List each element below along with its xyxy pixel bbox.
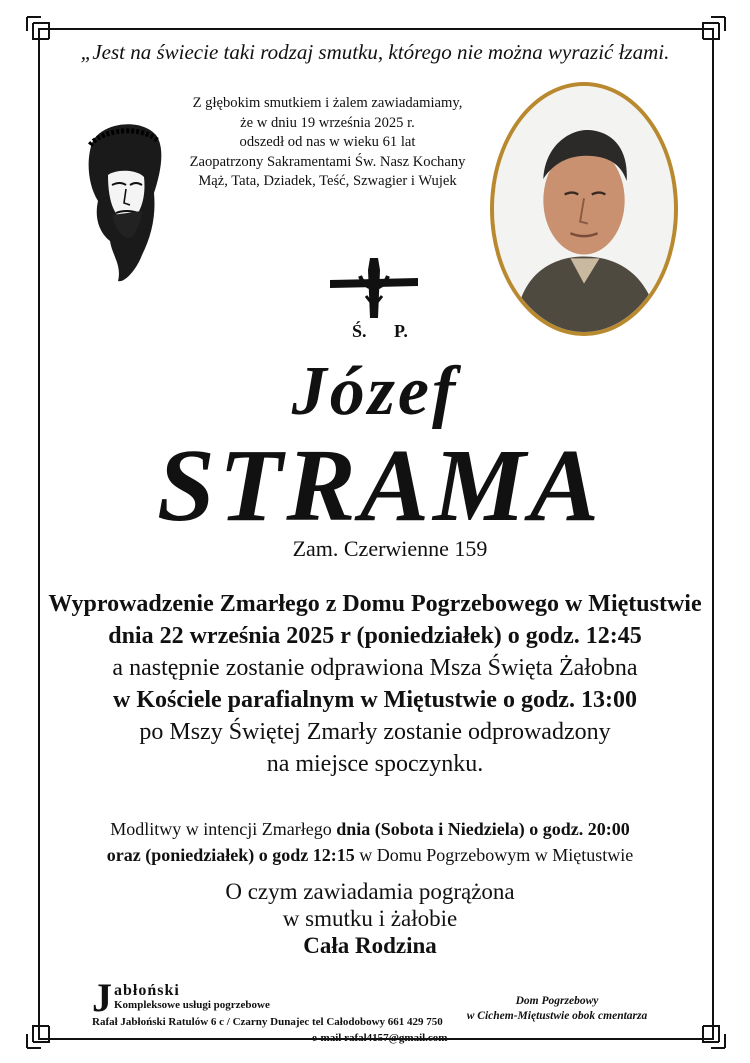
closing-text (0, 878, 740, 959)
announcement-line: Mąż, Tata, Dziadek, Teść, Szwagier i Wujek (198, 173, 457, 189)
corner-ornament-top-right (701, 15, 727, 41)
prayer-info (0, 816, 740, 868)
prayer-time: dnia (Sobota i Niedziela) o godz. 20:00 (336, 819, 630, 839)
prayer-text: Modlitwy w intencji Zmarłego (110, 819, 337, 839)
funeral-home-line: Dom Pogrzebowy (515, 995, 599, 1007)
funeral-details (0, 588, 750, 780)
family-signature: Cała Rodzina (303, 933, 437, 958)
funeral-line: po Mszy Świętej Zmarły zostanie odprowadzony (139, 719, 611, 745)
funeral-home-line: w Cichem-Miętustwie obok cmentarza (466, 1010, 648, 1022)
portrait-photo (490, 82, 678, 336)
company-address: Rafał Jabłoński Ratulów 6 c / Czarny Dunajec tel Całodobowy 661 429 750 (92, 1016, 443, 1028)
company-name: abłoński (114, 982, 180, 999)
prayer-line (0, 816, 740, 842)
announcement-line: odszedł od nas w wieku 61 lat (239, 134, 416, 150)
announcement-line: że w dniu 19 września 2025 r. (240, 114, 415, 131)
memorial-quote: „Jest na świecie taki rodzaj smutku, którego nie można wyrazić łzami. (80, 40, 670, 64)
company-initial: J (92, 975, 112, 1020)
deceased-address: Zam. Czerwienne 159 (292, 536, 488, 561)
closing-line: O czym zawiadamia pogrążona (225, 879, 515, 904)
funeral-line: Wyprowadzenie Zmarłego z Domu Pogrzebowego w Miętustwie (48, 591, 702, 617)
funeral-line: dnia 22 września 2025 r (poniedziałek) o godz. 12:45 (108, 623, 642, 649)
prayer-time: oraz (poniedziałek) o godz 12:15 (106, 845, 355, 865)
company-subtitle: Kompleksowe usługi pogrzebowe (114, 999, 270, 1011)
corner-ornament-bottom-left (25, 1024, 51, 1050)
cross-label-right: P. (394, 321, 408, 341)
funeral-line: na miejsce spoczynku. (266, 751, 484, 777)
cross-label-left: Ś. (352, 321, 367, 341)
funeral-home-info (452, 994, 662, 1024)
corner-ornament-bottom-right (701, 1024, 727, 1050)
funeral-line: w Kościele parafialnym w Miętustwie o godz. 13:00 (113, 687, 637, 713)
prayer-line (0, 842, 740, 868)
jesus-head-icon (82, 115, 164, 285)
closing-line: w smutku i żałobie (282, 906, 458, 931)
announcement-line: Zaopatrzony Sakramentami Św. Nasz Kochany (189, 153, 466, 170)
announcement-line: Z głębokim smutkiem i żalem zawiadamiamy, (192, 95, 463, 111)
funeral-line: a następnie zostanie odprawiona Msza Święta Żałobna (112, 655, 638, 681)
prayer-text: w Domu Pogrzebowym w Miętustwie (354, 845, 634, 865)
announcement-text (175, 94, 480, 192)
company-email: e-mail rafal4157@gmail.com (312, 1032, 448, 1044)
deceased-last-name: STRAMA (157, 428, 603, 543)
corner-ornament-top-left (25, 15, 51, 41)
deceased-first-name: Józef (291, 353, 459, 430)
